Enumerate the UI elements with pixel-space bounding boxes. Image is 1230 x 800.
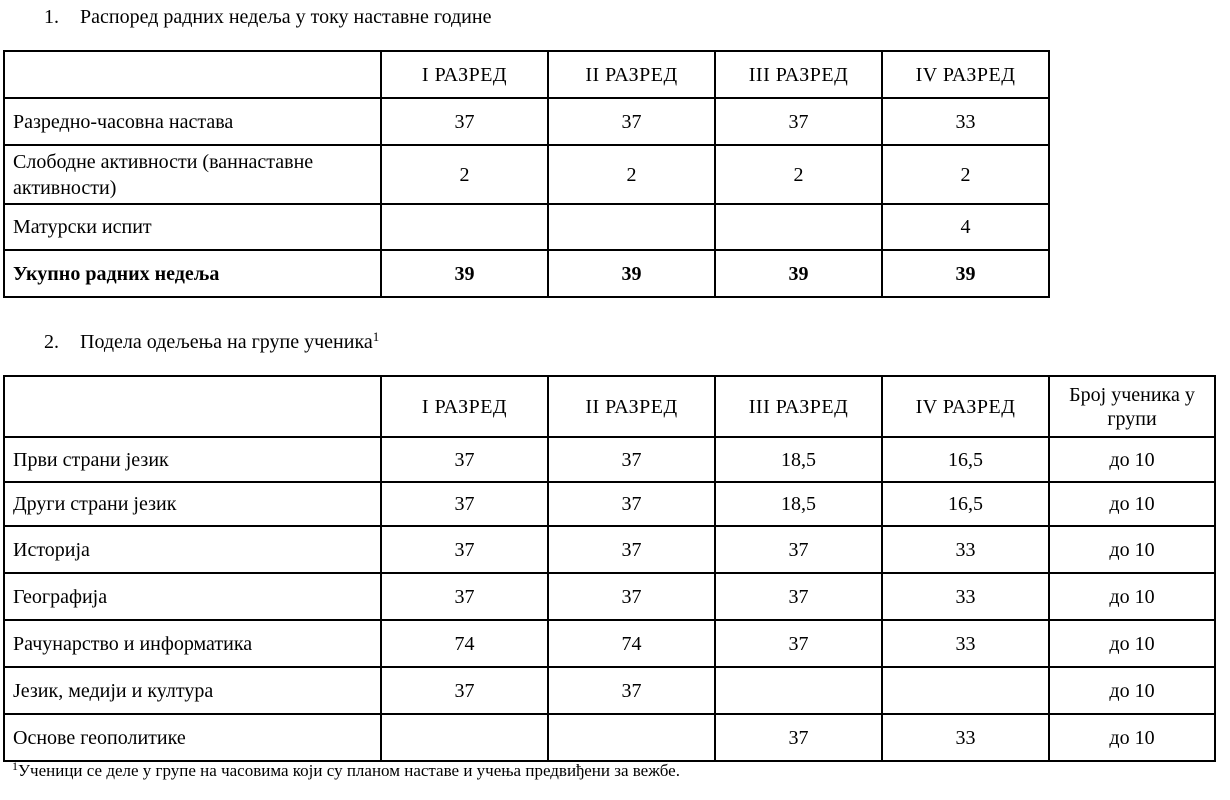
cell-value: 4	[882, 204, 1049, 250]
cell-value: 33	[882, 620, 1049, 667]
table-row	[4, 573, 1215, 620]
cell-value: 37	[715, 98, 882, 145]
cell-value: 33	[882, 98, 1049, 145]
cell-value: 2	[381, 145, 548, 204]
section-2-title: Подела одељења на групе ученика	[80, 331, 373, 353]
cell-value	[548, 204, 715, 250]
section-1-heading	[44, 5, 491, 29]
row-label: Други страни језик	[4, 482, 381, 526]
cell-value: 2	[548, 145, 715, 204]
row-label: Географија	[4, 573, 381, 620]
table-row	[4, 204, 1049, 250]
cell-value: 37	[715, 714, 882, 761]
cell-value: 74	[381, 620, 548, 667]
cell-value	[381, 204, 548, 250]
work-weeks-table	[3, 50, 1050, 298]
row-label: Први страни језик	[4, 437, 381, 482]
cell-value: 37	[381, 437, 548, 482]
cell-value	[381, 714, 548, 761]
cell-value: 37	[381, 573, 548, 620]
cell-value: 37	[548, 667, 715, 714]
section-1-title: Распоред радних недеља у току наставне године	[80, 6, 492, 28]
section-2-heading	[44, 330, 379, 354]
cell-value: 37	[548, 98, 715, 145]
header-cell-grade-3: III РАЗРЕД	[715, 376, 882, 437]
row-label: Матурски испит	[4, 204, 381, 250]
cell-value: до 10	[1049, 667, 1215, 714]
cell-value: 37	[381, 667, 548, 714]
row-label: Слободне активности (ваннаставне активности)	[4, 145, 381, 204]
cell-value: до 10	[1049, 573, 1215, 620]
cell-value: 37	[548, 482, 715, 526]
table-row	[4, 437, 1215, 482]
footnote-marker: 1	[372, 329, 380, 344]
table-row	[4, 98, 1049, 145]
row-label: Основе геополитике	[4, 714, 381, 761]
table-row	[4, 482, 1215, 526]
header-cell-grade-4: IV РАЗРЕД	[882, 51, 1049, 98]
cell-value: 16,5	[882, 437, 1049, 482]
header-cell-grade-1: I РАЗРЕД	[381, 376, 548, 437]
cell-value: 37	[715, 526, 882, 573]
cell-value	[882, 667, 1049, 714]
cell-value: 37	[715, 620, 882, 667]
cell-value: 37	[381, 482, 548, 526]
cell-value: 37	[548, 526, 715, 573]
section-2-number: 2.	[44, 331, 59, 353]
section-1-number: 1.	[44, 6, 59, 28]
header-cell-empty	[4, 51, 381, 98]
cell-value: 39	[381, 250, 548, 297]
cell-value: 74	[548, 620, 715, 667]
cell-value: до 10	[1049, 437, 1215, 482]
table-row	[4, 526, 1215, 573]
table-row	[4, 667, 1215, 714]
cell-value: 33	[882, 526, 1049, 573]
cell-value: до 10	[1049, 714, 1215, 761]
cell-value: до 10	[1049, 482, 1215, 526]
header-cell-grade-4: IV РАЗРЕД	[882, 376, 1049, 437]
row-label: Језик, медији и култура	[4, 667, 381, 714]
cell-value: 2	[882, 145, 1049, 204]
cell-value: 39	[548, 250, 715, 297]
header-cell-group-size: Број ученика у групи	[1049, 376, 1215, 437]
cell-value: 33	[882, 714, 1049, 761]
table-header-row	[4, 51, 1049, 98]
student-groups-table	[3, 375, 1216, 762]
footnote-marker: 1	[12, 759, 18, 773]
cell-value: 18,5	[715, 482, 882, 526]
cell-value: 39	[715, 250, 882, 297]
cell-value	[715, 204, 882, 250]
table-total-row	[4, 250, 1049, 297]
table-header-row	[4, 376, 1215, 437]
cell-value: 2	[715, 145, 882, 204]
table-row	[4, 145, 1049, 204]
header-cell-grade-2: II РАЗРЕД	[548, 51, 715, 98]
header-cell-grade-1: I РАЗРЕД	[381, 51, 548, 98]
cell-value: 37	[381, 526, 548, 573]
cell-value: до 10	[1049, 620, 1215, 667]
cell-value: 37	[715, 573, 882, 620]
table-row	[4, 714, 1215, 761]
footnote	[12, 760, 680, 782]
cell-value: 37	[548, 573, 715, 620]
header-cell-empty	[4, 376, 381, 437]
footnote-text: Ученици се деле у групе на часовима који су планом наставе и учења предвиђени за вежбе.	[18, 761, 680, 780]
cell-value: 39	[882, 250, 1049, 297]
header-cell-grade-2: II РАЗРЕД	[548, 376, 715, 437]
header-cell-grade-3: III РАЗРЕД	[715, 51, 882, 98]
row-label: Укупно радних недеља	[4, 250, 381, 297]
row-label: Разредно-часовна настава	[4, 98, 381, 145]
row-label: Рачунарство и информатика	[4, 620, 381, 667]
cell-value: 33	[882, 573, 1049, 620]
row-label: Историја	[4, 526, 381, 573]
cell-value: 37	[381, 98, 548, 145]
cell-value: 16,5	[882, 482, 1049, 526]
cell-value: до 10	[1049, 526, 1215, 573]
cell-value: 18,5	[715, 437, 882, 482]
cell-value	[548, 714, 715, 761]
table-row	[4, 620, 1215, 667]
cell-value	[715, 667, 882, 714]
cell-value: 37	[548, 437, 715, 482]
